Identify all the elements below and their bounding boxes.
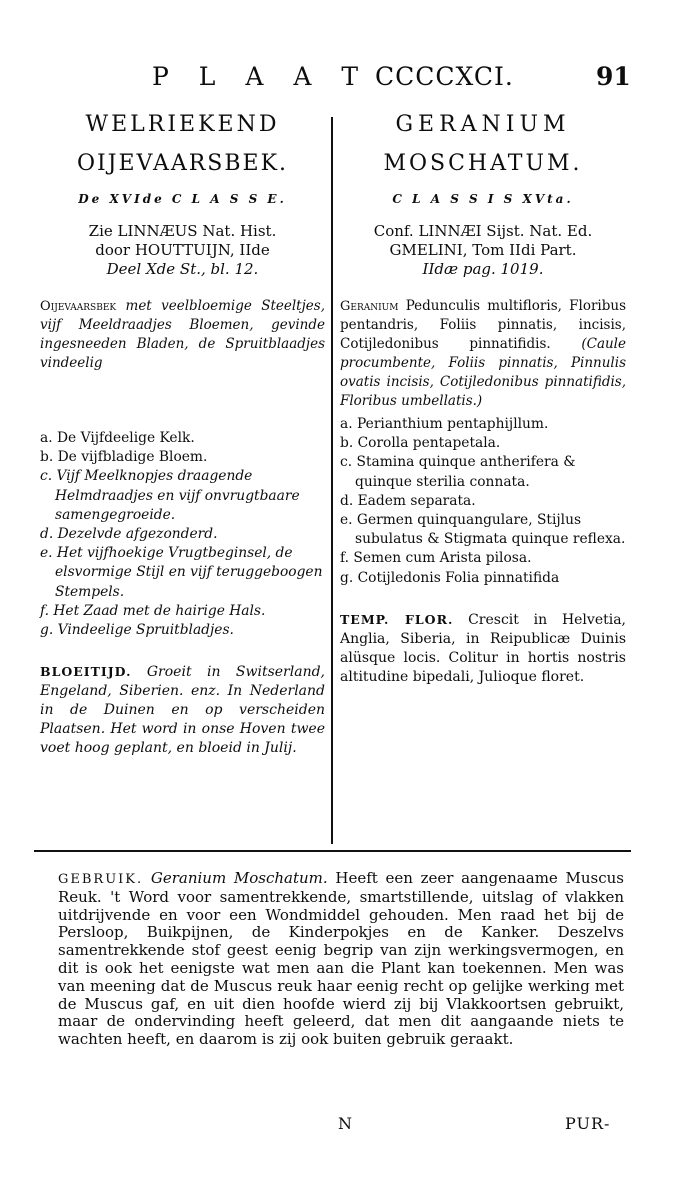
latin-part-c: c. Stamina quinque antherifera & quinque sterilia connata. [340, 454, 576, 490]
dutch-title-line2: OIJEVAARSBEK. [76, 151, 289, 176]
latin-title-line2: MOSCHATUM. [383, 151, 583, 176]
section-rule [34, 850, 631, 852]
dutch-reference-line1: Zie LINNÆUS Nat. Hist. [88, 222, 277, 240]
latin-class-line: C L A S S I S XVta. [392, 192, 574, 206]
catchword: PUR- [565, 1114, 611, 1133]
latin-part-b: b. Corolla pentapetala. [340, 435, 501, 452]
dutch-flowering-text: Groeit in Switserland, Engeland, Siberien. enz. In Nederland in de Duinen en op verscheiden Plaatsen. Het word in onse Hoven twee voet hoog geplant, en bloeid in Julij. [40, 664, 326, 757]
latin-flowering [340, 610, 626, 687]
dutch-parts-list [40, 429, 325, 640]
latin-flowering-lead: TEMP. FLOR. [340, 611, 454, 627]
latin-description-text: Pedunculis multifloris, Floribus pentandris, Foliis pinnatis, incisis, Cotijledonibus pinnatifidis. [340, 298, 626, 352]
dutch-title-line1: WELRIEKEND [85, 112, 280, 137]
latin-description-lead: Geranium [340, 299, 399, 314]
dutch-column [40, 112, 325, 758]
latin-reference-line3: IIdæ pag. 1019. [422, 260, 544, 278]
latin-title-line1: GERANIUM [395, 112, 571, 137]
plate-label: P L A A T [152, 62, 369, 91]
latin-part-f: f. Semen cum Arista pilosa. [340, 550, 532, 567]
latin-part-e: e. Germen quinquangulare, Stijlus subulatus & Stigmata quinque reflexa. [340, 512, 626, 548]
usage-plant-name: Geranium Moschatum. [150, 869, 328, 887]
dutch-part-g: g. Vindeelige Spruitbladjes. [40, 622, 234, 639]
latin-parts-list [340, 415, 626, 588]
dutch-part-d: d. Dezelvde afgezonderd. [40, 526, 218, 543]
dutch-description-text: met veelbloemige Steeltjes, vijf Meeldraadjes Bloemen, gevinde ingesneeden Bladen, de Spruitblaadjes vindeelig [40, 298, 325, 371]
latin-description-italic: (Caule procumbente, Foliis pinnatis, Pinnulis ovatis incisis, Cotijledonibus pinnatifidis, Floribus umbellatis.) [340, 336, 626, 409]
latin-part-a: a. Perianthium pentaphijllum. [340, 416, 549, 432]
dutch-description-lead: Oijevaarsbek [40, 299, 117, 314]
dutch-class-line: De XVIde C L A S S E. [78, 192, 287, 206]
dutch-reference-line3: Deel Xde St., bl. 12. [106, 260, 259, 278]
latin-reference-line1: Conf. LINNÆI Sijst. Nat. Ed. [373, 222, 593, 240]
latin-description [340, 297, 626, 411]
latin-flowering-text: Crescit in Helvetia, Anglia, Siberia, in Reipublicæ Duinis alüsque locis. Colitur in hortis nostris altitudine bipedali, Julioque floret. [340, 611, 627, 685]
latin-reference [340, 222, 626, 279]
dutch-part-a: a. De Vijfdeelige Kelk. [40, 430, 195, 446]
column-divider [331, 117, 333, 844]
dutch-reference [40, 222, 325, 279]
page-number: 91 [596, 62, 631, 91]
dutch-part-f: f. Het Zaad met de hairige Hals. [40, 602, 266, 619]
dutch-part-b: b. De vijfbladige Bloem. [40, 449, 208, 466]
signature-mark: N [338, 1114, 352, 1133]
latin-column [340, 112, 626, 687]
dutch-reference-line2: door HOUTTUIJN, IIde [95, 241, 270, 259]
plate-number: CCCCXCI. [375, 62, 514, 91]
dutch-flowering [40, 662, 325, 758]
dutch-flowering-lead: BLOEITIJD. [40, 664, 132, 680]
usage-paragraph [58, 870, 624, 1049]
dutch-part-c: c. Vijf Meelknopjes draagende Helmdraadjes en vijf onvrugtbaare samengegroeide. [40, 468, 300, 523]
latin-part-d: d. Eadem separata. [340, 492, 476, 509]
dutch-description [40, 297, 325, 373]
latin-reference-line2: GMELINI, Tom IIdi Part. [389, 241, 577, 259]
usage-lead: GEBRUIK. [58, 872, 144, 887]
latin-part-g: g. Cotijledonis Folia pinnatifida [340, 569, 560, 586]
dutch-part-e: e. Het vijfhoekige Vrugtbeginsel, de elsvormige Stijl en vijf teruggeboogen Stempels. [40, 545, 323, 600]
usage-text: Heeft een zeer aangenaame Muscus Reuk. 't Word voor samentrekkende, smartstillende, uitslag of vlakken uitdrijvende en voor een Wondmiddel gehouden. Men raad het bij de Persloop, Buikpijnen, de Kinderpokjes en de Kanker. Deszelvs samentrekkende stof geest eenig begrip van zijn werkingsvermogen, en dit is ook het eenigste wat men aan die Plant kan toekennen. Men was van meening dat de Muscus reuk haar eenig recht op gelijke werking met de Muscus gaf, en uit dien hoofde wierd zij bij Vlakkoortsen gebruikt, maar de ondervinding heeft geleerd, dat men dit aangaande niets te wachten heeft, en daarom is zij ook buiten gebruik geraakt. [58, 869, 624, 1049]
